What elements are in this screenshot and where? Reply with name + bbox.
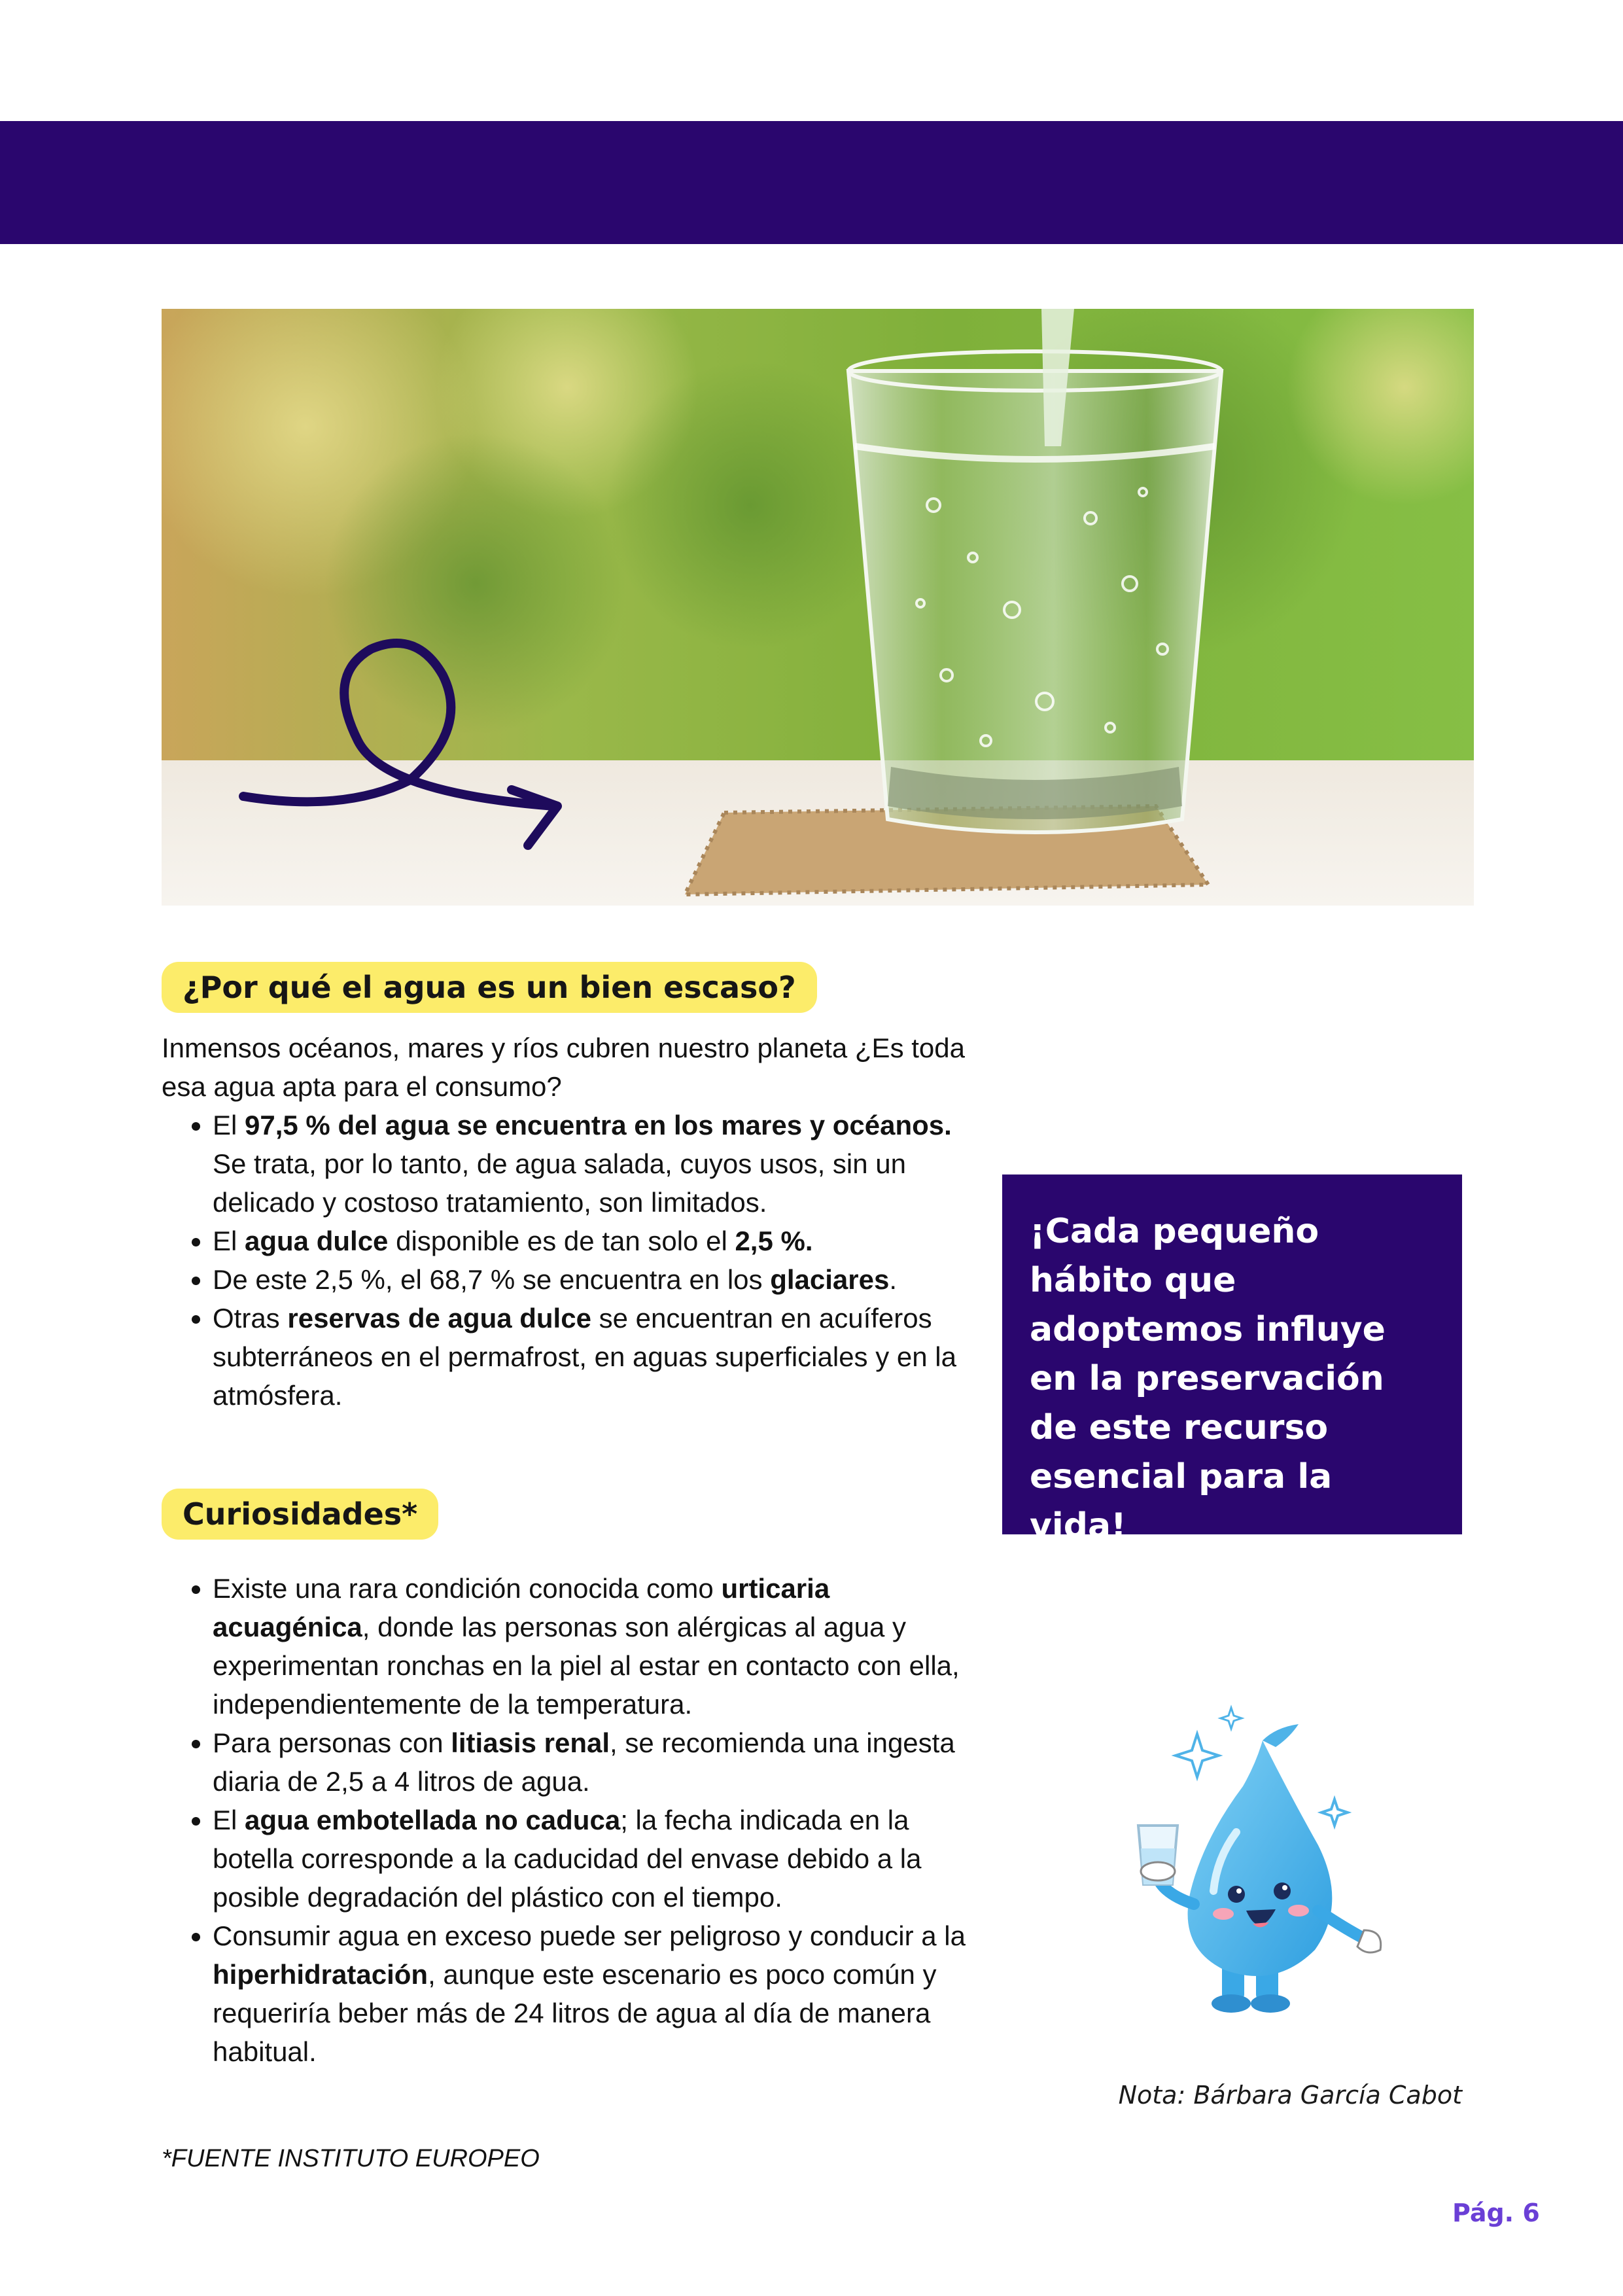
bullet-text: ; la fecha indicada en la botella corresponde a la caducidad del envase debido a la posible degradación del plástico con el tiempo. <box>213 1805 922 1913</box>
bullet-item <box>213 1916 979 2071</box>
bullet-text: Consumir agua en exceso puede ser peligroso y conducir a la <box>213 1920 966 1951</box>
bullet-text: El <box>213 1226 245 1256</box>
bullet-text: , aunque este escenario es poco común y requeriría beber más de 24 litros de agua al día de manera habitual. <box>213 1959 937 2067</box>
bullet-bold-text: hiperhidratación <box>213 1959 428 1990</box>
bullet-text: De este 2,5 %, el 68,7 % se encuentra en los <box>213 1264 771 1295</box>
source-footnote: *FUENTE INSTITUTO EUROPEO <box>162 2145 540 2172</box>
bullet-bold-text: agua embotellada no caduca <box>245 1805 621 1835</box>
bullet-bold-text: litiasis renal <box>451 1727 610 1758</box>
top-banner <box>0 121 1623 244</box>
bullet-text: , se recomienda una ingesta diaria de 2,5 a 4 litros de agua. <box>213 1727 955 1797</box>
bullet-bold-text: 2,5 %. <box>735 1226 813 1256</box>
bullet-text: Otras <box>213 1303 288 1333</box>
bullet-item <box>213 1106 979 1222</box>
bullet-text: El <box>213 1110 245 1140</box>
bullet-text: Se trata, por lo tanto, de agua salada, cuyos usos, sin un delicado y costoso tratamiento, son limitados. <box>213 1148 907 1218</box>
section-heading-escaso: ¿Por qué el agua es un bien escaso? <box>162 962 817 1013</box>
bullet-text: Para personas con <box>213 1727 451 1758</box>
bullet-bold-text: reservas de agua dulce <box>287 1303 591 1333</box>
bullet-text: , donde las personas son alérgicas al agua y experimentan ronchas en la piel al estar en contacto con ella, independientemente de la temperatura. <box>213 1612 960 1720</box>
bullet-bold-text: agua dulce <box>245 1226 389 1256</box>
bullet-item <box>213 1569 979 1723</box>
escaso-bullet-list <box>162 1106 979 1415</box>
intro-paragraph: Inmensos océanos, mares y ríos cubren nuestro planeta ¿Es toda esa agua apta para el consumo? <box>162 1033 965 1102</box>
section-heading-curiosidades: Curiosidades* <box>162 1489 438 1540</box>
bullet-text: Existe una rara condición conocida como <box>213 1573 722 1604</box>
callout-box: ¡Cada pequeño hábito que adoptemos influye en la preservación de este recurso esencial para la vida! <box>1002 1174 1462 1534</box>
bullet-bold-text: urticaria acuagénica <box>213 1573 830 1642</box>
bullet-text: . <box>889 1264 897 1295</box>
bullet-item <box>213 1260 979 1299</box>
page-number: Pág. 6 <box>1452 2199 1540 2227</box>
bullet-text: El <box>213 1805 245 1835</box>
bullet-bold-text: 97,5 % del agua se encuentra en los mares y océanos. <box>245 1110 952 1140</box>
bullet-item <box>213 1801 979 1916</box>
curiosidades-bullet-list <box>162 1569 979 2071</box>
bullet-text: se encuentran en acuíferos subterráneos en el permafrost, en aguas superficiales y en la atmósfera. <box>213 1303 956 1411</box>
water-drop-mascot-icon <box>1060 1695 1400 2035</box>
bullet-item <box>213 1299 979 1415</box>
bullet-bold-text: glaciares <box>770 1264 890 1295</box>
author-note: Nota: Bárbara García Cabot <box>1118 2081 1462 2110</box>
bullet-item <box>213 1222 979 1260</box>
water-glass-photo <box>162 309 1474 906</box>
bullet-text: disponible es de tan solo el <box>388 1226 735 1256</box>
bullet-item <box>213 1723 979 1801</box>
